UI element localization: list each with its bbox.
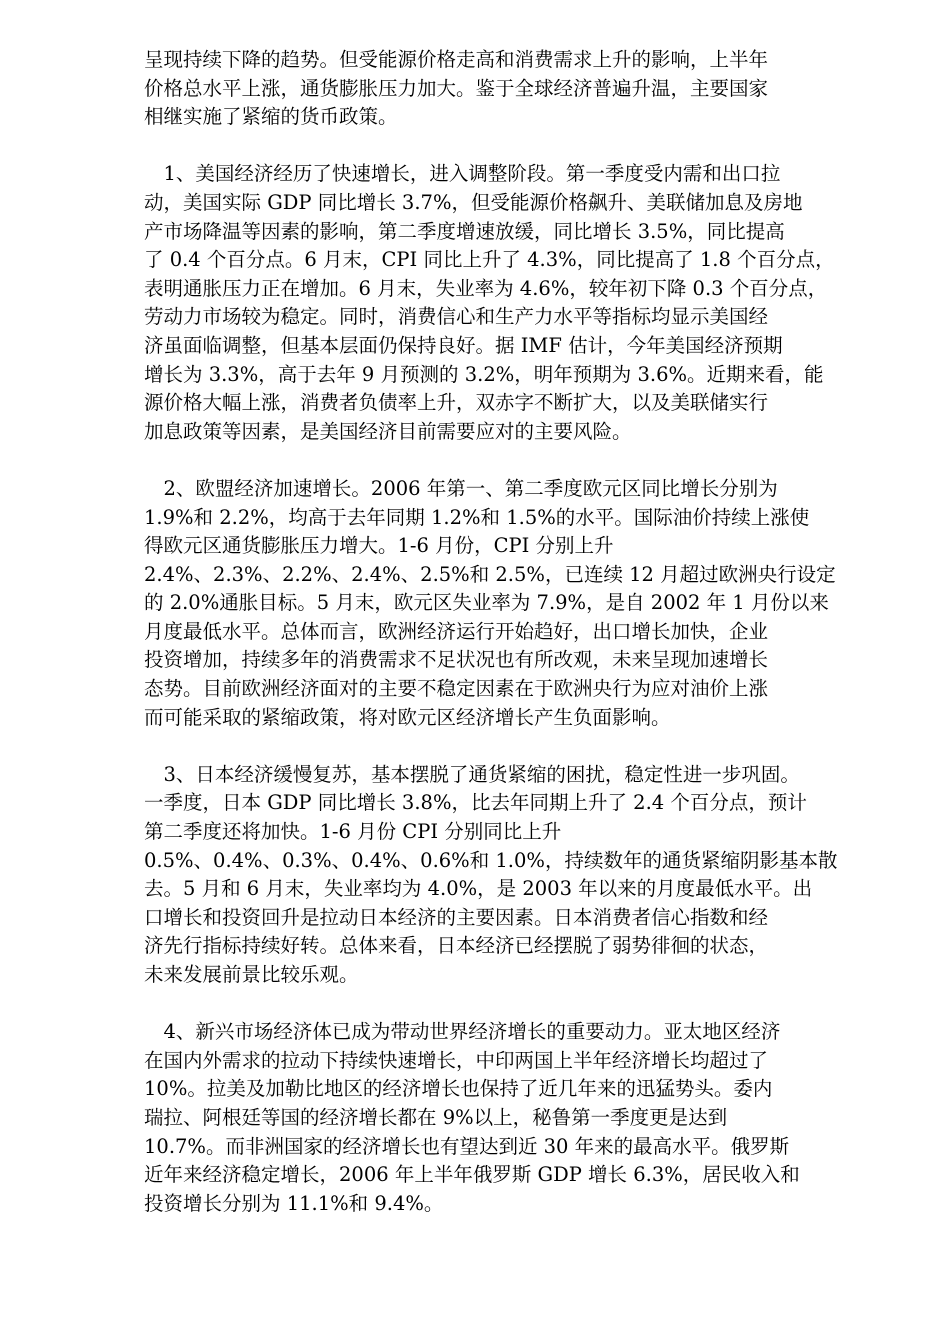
text-line: 增长为 3.3%，高于去年 9 月预测的 3.2%，明年预期为 3.6%。近期来看，能 bbox=[144, 362, 824, 386]
document-page bbox=[144, 46, 888, 1218]
text-line: 10.7%。而非洲国家的经济增长也有望达到近 30 年来的最高水平。俄罗斯 bbox=[144, 1134, 790, 1158]
text-line: 2.4%、2.3%、2.2%、2.4%、2.5%和 2.5%，已连续 12 月超过欧洲央行设定 bbox=[144, 562, 836, 586]
text-line: 4、新兴市场经济体已成为带动世界经济增长的重要动力。亚太地区经济 bbox=[144, 1020, 781, 1044]
text-line: 在国内外需求的拉动下持续快速增长，中印两国上半年经济增长均超过了 bbox=[144, 1048, 769, 1072]
text-line: 得欧元区通货膨胀压力增大。1-6 月份，CPI 分别上升 bbox=[144, 534, 614, 558]
text-line: 近年来经济稳定增长，2006 年上半年俄罗斯 GDP 增长 6.3%，居民收入和 bbox=[144, 1163, 800, 1187]
text-line: 而可能采取的紧缩政策，将对欧元区经济增长产生负面影响。 bbox=[144, 705, 671, 729]
text-line: 呈现持续下降的趋势。但受能源价格走高和消费需求上升的影响，上半年 bbox=[144, 48, 769, 71]
text-line: 一季度，日本 GDP 同比增长 3.8%，比去年同期上升了 2.4 个百分点，预计 bbox=[144, 791, 807, 815]
paragraph-spacer bbox=[144, 132, 888, 161]
text-line: 的 2.0%通胀目标。5 月末，欧元区失业率为 7.9%，是自 2002 年 1 月份以来 bbox=[144, 591, 829, 615]
text-line: 1、美国经济经历了快速增长，进入调整阶段。第一季度受内需和出口拉 bbox=[144, 162, 781, 186]
paragraph-intro bbox=[144, 46, 888, 132]
text-line: 10%。拉美及加勒比地区的经济增长也保持了近几年来的迅猛势头。委内 bbox=[144, 1077, 773, 1101]
text-line: 价格总水平上涨，通货膨胀压力加大。鉴于全球经济普遍升温，主要国家 bbox=[144, 76, 769, 100]
text-line: 0.5%、0.4%、0.3%、0.4%、0.6%和 1.0%，持续数年的通货紧缩阴影基本散 bbox=[144, 848, 838, 872]
text-line: 济虽面临调整，但基本层面仍保持良好。据 IMF 估计，今年美国经济预期 bbox=[144, 333, 783, 357]
text-line: 第二季度还将加快。1-6 月份 CPI 分别同比上升 bbox=[144, 820, 562, 844]
paragraph-eu-economy bbox=[144, 475, 888, 732]
paragraph-spacer bbox=[144, 990, 888, 1019]
paragraph-japan-economy bbox=[144, 761, 888, 990]
text-line: 动，美国实际 GDP 同比增长 3.7%，但受能源价格飙升、美联储加息及房地 bbox=[144, 190, 803, 214]
text-line: 2、欧盟经济加速增长。2006 年第一、第二季度欧元区同比增长分别为 bbox=[144, 476, 778, 500]
text-line: 加息政策等因素，是美国经济目前需要应对的主要风险。 bbox=[144, 419, 632, 443]
paragraph-spacer bbox=[144, 446, 888, 475]
text-line: 态势。目前欧洲经济面对的主要不稳定因素在于欧洲央行为应对油价上涨 bbox=[144, 677, 769, 701]
text-line: 源价格大幅上涨，消费者负债率上升，双赤字不断扩大，以及美联储实行 bbox=[144, 391, 769, 415]
text-line: 济先行指标持续好转。总体来看，日本经济已经摆脱了弱势徘徊的状态， bbox=[144, 934, 769, 958]
text-line: 去。5 月和 6 月末，失业率均为 4.0%，是 2003 年以来的月度最低水平。出 bbox=[144, 877, 813, 901]
text-line: 相继实施了紧缩的货币政策。 bbox=[144, 105, 398, 129]
text-line: 1.9%和 2.2%，均高于去年同期 1.2%和 1.5%的水平。国际油价持续上涨使 bbox=[144, 505, 810, 529]
text-line: 劳动力市场较为稳定。同时，消费信心和生产力水平等指标均显示美国经 bbox=[144, 305, 769, 329]
text-line: 3、日本经济缓慢复苏，基本摆脱了通货紧缩的困扰，稳定性进一步巩固。 bbox=[144, 762, 800, 786]
text-line: 投资增长分别为 11.1%和 9.4%。 bbox=[144, 1191, 444, 1215]
text-line: 未来发展前景比较乐观。 bbox=[144, 963, 359, 986]
paragraph-us-economy bbox=[144, 160, 888, 446]
text-line: 月度最低水平。总体而言，欧洲经济运行开始趋好，出口增长加快，企业 bbox=[144, 619, 769, 643]
text-line: 口增长和投资回升是拉动日本经济的主要因素。日本消费者信心指数和经 bbox=[144, 905, 769, 929]
text-line: 表明通胀压力正在增加。6 月末，失业率为 4.6%，较年初下降 0.3 个百分点， bbox=[144, 276, 828, 300]
text-line: 产市场降温等因素的影响，第二季度增速放缓，同比增长 3.5%，同比提高 bbox=[144, 219, 785, 243]
text-line: 瑞拉、阿根廷等国的经济增长都在 9%以上，秘鲁第一季度更是达到 bbox=[144, 1105, 728, 1129]
paragraph-spacer bbox=[144, 732, 888, 761]
text-line: 了 0.4 个百分点。6 月末，CPI 同比上升了 4.3%，同比提高了 1.8 个百分点， bbox=[144, 248, 835, 272]
text-line: 投资增加，持续多年的消费需求不足状况也有所改观，未来呈现加速增长 bbox=[144, 648, 769, 672]
paragraph-emerging-markets bbox=[144, 1018, 888, 1218]
